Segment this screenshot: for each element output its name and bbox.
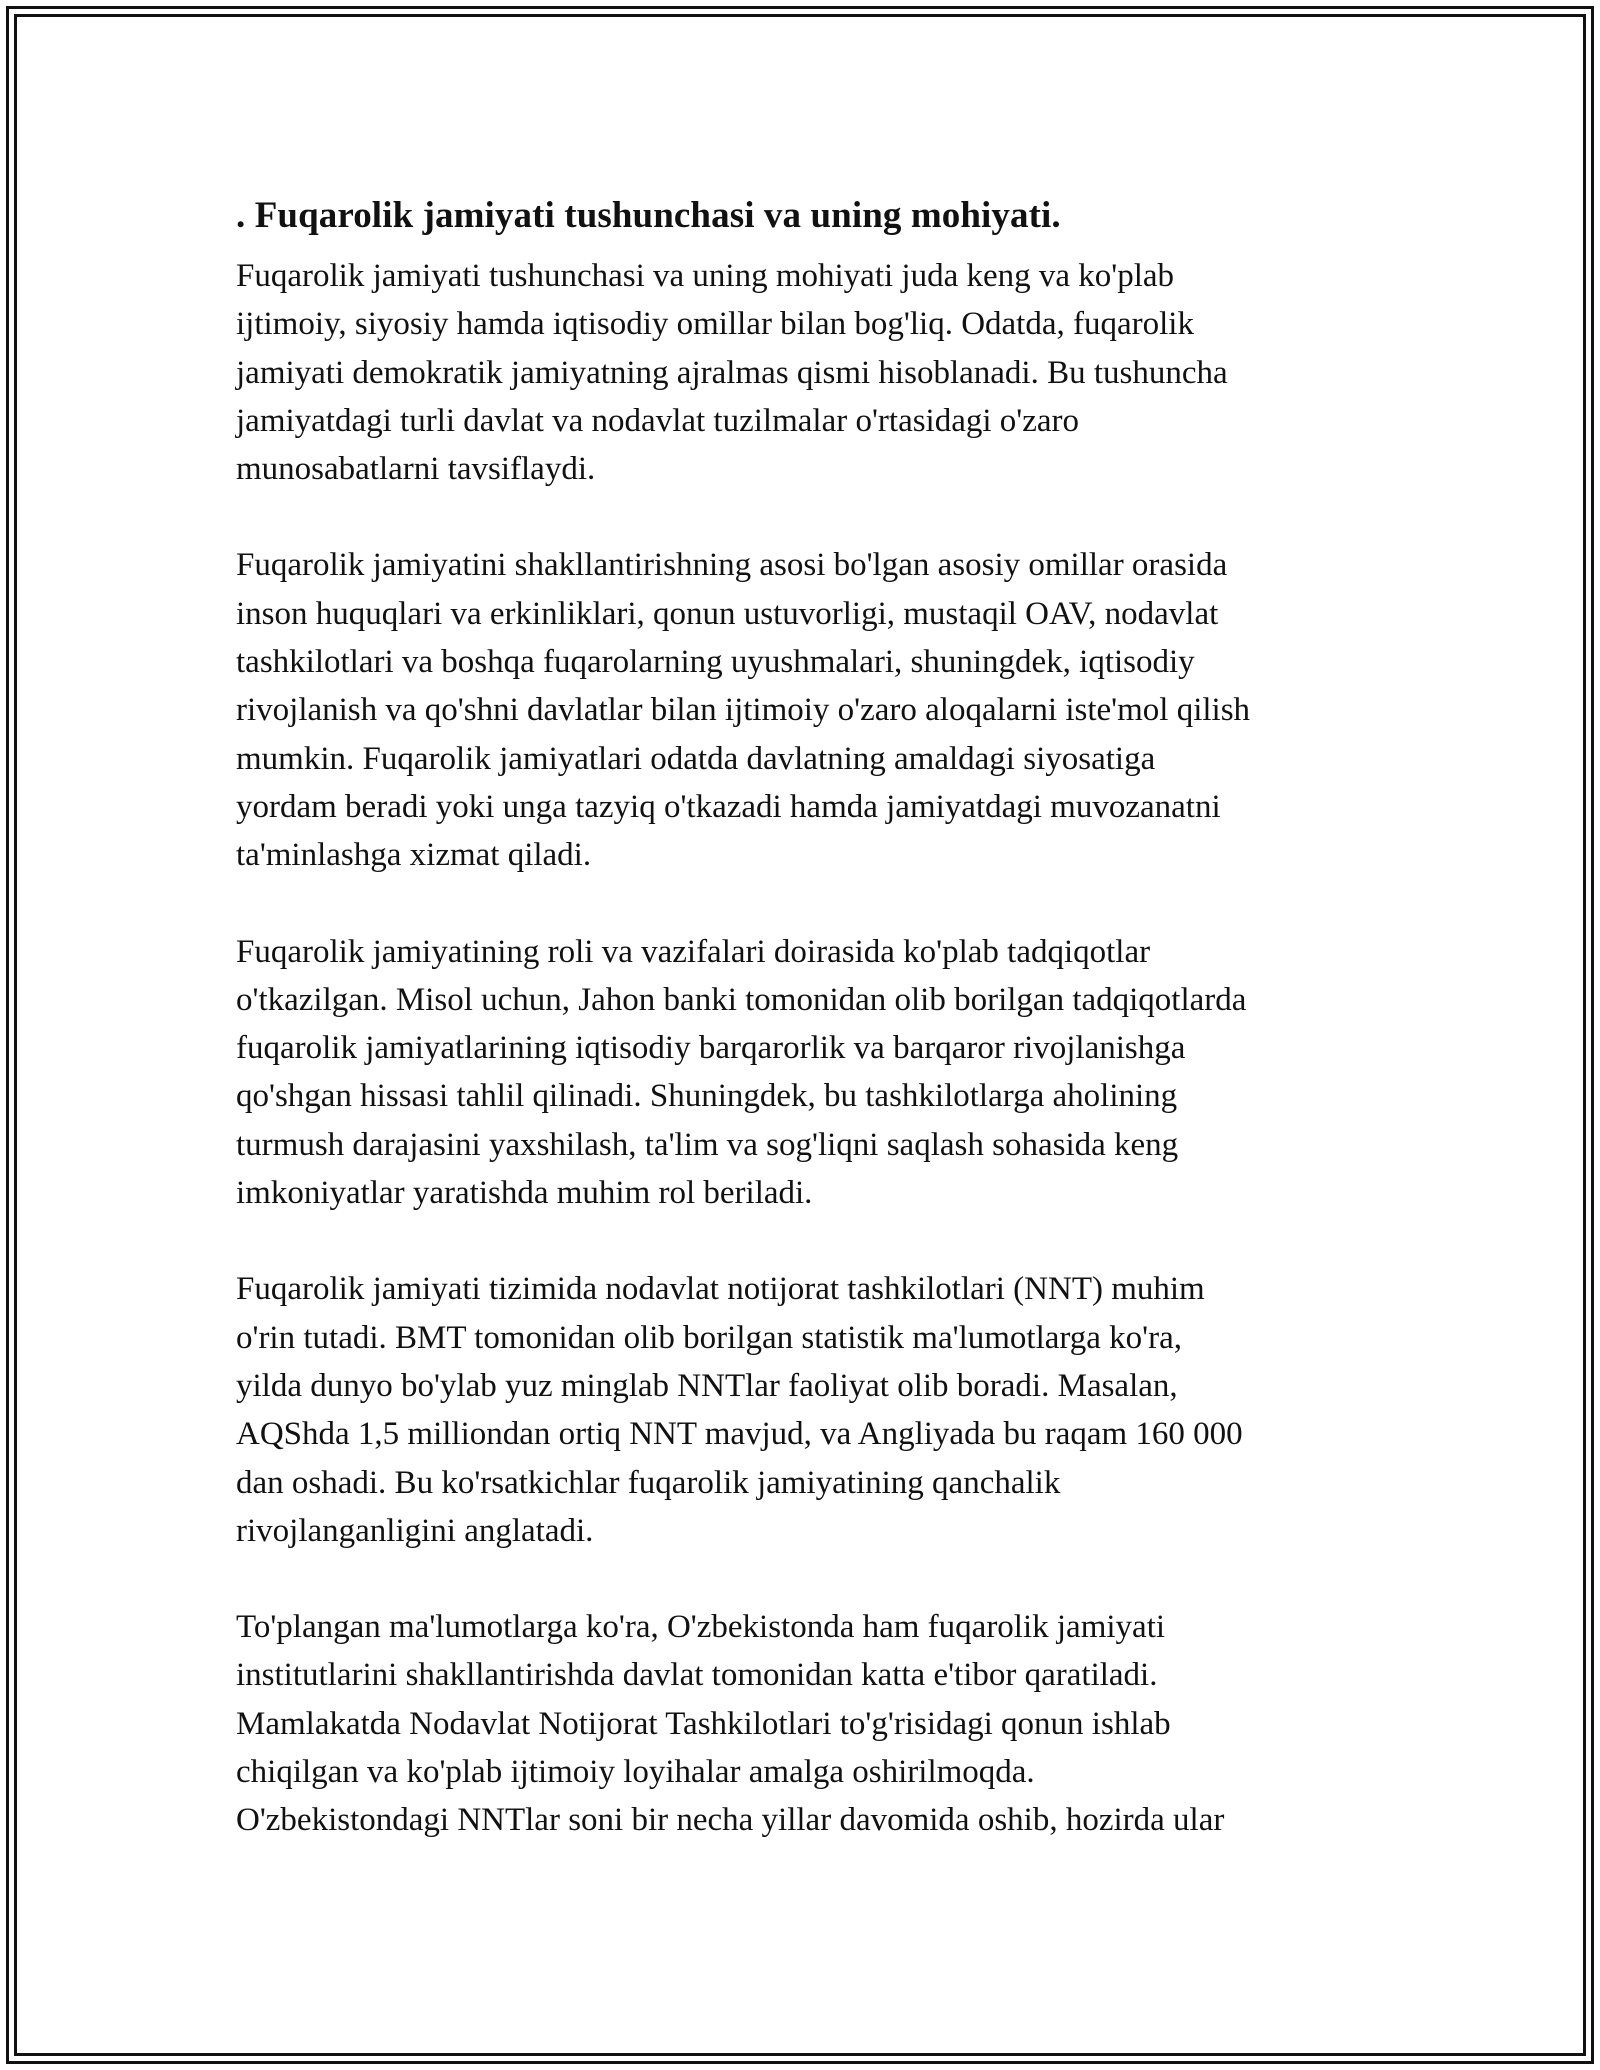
document-title: . Fuqarolik jamiyati tushunchasi va uning mohiyati. [236, 195, 1061, 236]
paragraph-2: Fuqarolik jamiyatini shakllantirishning asosi bo'lgan asosiy omillar orasida inson huquqlari va erkinliklari, qonun ustuvorligi, mustaqil OAV, nodavlat tashkilotlari va boshqa fuqarolarning uyushmalari, shuningdek, iqtisodiy rivojlanish va qo'shni davlatlar bilan ijtimoiy o'zaro aloqalarni iste'mol qilish mumkin. Fuqarolik jamiyatlari odatda davlatning amaldagi siyosatiga yordam beradi yoki unga tazyiq o'tkazadi hamda jamiyatdagi muvozanatni ta'minlashga xizmat qiladi. [236, 547, 1251, 874]
paragraph-1: Fuqarolik jamiyati tushunchasi va uning mohiyati juda keng va ko'plab ijtimoiy, siyosiy hamda iqtisodiy omillar bilan bog'liq. Odatda, fuqarolik jamiyati demokratik jamiyatning ajralmas qismi hisoblanadi. Bu tushuncha jamiyatdagi turli davlat va nodavlat tuzilmalar o'rtasidagi o'zaro munosabatlarni tavsiflaydi. [236, 258, 1228, 488]
paragraph-3: Fuqarolik jamiyatining roli va vazifalari doirasida ko'plab tadqiqotlar o'tkazilgan. Misol uchun, Jahon banki tomonidan olib borilgan tadqiqotlarda fuqarolik jamiyatlarining iqtisodiy barqarorlik va barqaror rivojlanishga qo'shgan hissasi tahlil qilinadi. Shuningdek, bu tashkilotlarga aholining turmush darajasini yaxshilash, ta'lim va sog'liqni saqlash sohasida keng imkoniyatlar yaratishda muhim rol beriladi. [236, 933, 1247, 1212]
document-body [236, 186, 1366, 1893]
paragraph-5: To'plangan ma'lumotlarga ko'ra, O'zbekistonda ham fuqarolik jamiyati institutlarini shakllantirishda davlat tomonidan katta e'tibor qaratiladi. Mamlakatda Nodavlat Notijorat Tashkilotlari to'g'risidagi qonun ishlab chiqilgan va ko'plab ijtimoiy loyihalar amalga oshirilmoqda. O'zbekistondagi NNTlar soni bir necha yillar davomida oshib, hozirda ular [236, 1609, 1225, 1839]
paragraph-4: Fuqarolik jamiyati tizimida nodavlat notijorat tashkilotlari (NNT) muhim o'rin tutadi. BMT tomonidan olib borilgan statistik ma'lumotlarga ko'ra, yilda dunyo bo'ylab yuz minglab NNTlar faoliyat olib boradi. Masalan, AQShda 1,5 milliondan ortiq NNT mavjud, va Angliyada bu raqam 160 000 dan oshadi. Bu ko'rsatkichlar fuqarolik jamiyatining qanchalik rivojlanganligini anglatadi. [236, 1271, 1243, 1549]
